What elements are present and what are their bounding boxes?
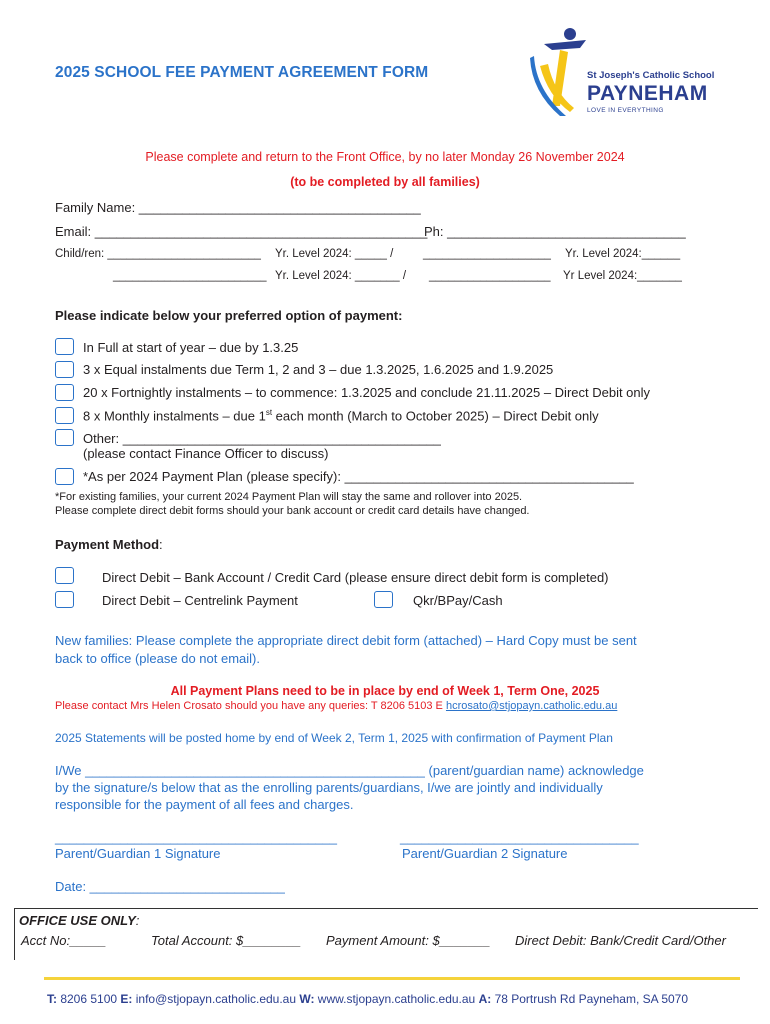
option-full-label: In Full at start of year – due by 1.3.25 <box>83 340 299 355</box>
option-prior-plan-field[interactable]: *As per 2024 Payment Plan (please specify): ________________________________________ <box>83 469 634 484</box>
office-direct-debit: Direct Debit: Bank/Credit Card/Other <box>515 933 726 948</box>
payment-method-heading-text: Payment Method <box>55 537 160 552</box>
page-title: 2025 SCHOOL FEE PAYMENT AGREEMENT FORM <box>55 64 429 81</box>
child-1-name-field[interactable]: Child/ren: ________________________ <box>55 248 261 260</box>
option-eight-label-pre: 8 x Monthly instalments – due 1 <box>83 408 266 424</box>
signature-2-label: Parent/Guardian 2 Signature <box>402 846 568 861</box>
signature-1-label: Parent/Guardian 1 Signature <box>55 846 221 861</box>
footer-phone: 8206 5100 <box>57 992 121 1006</box>
child-2-level-field[interactable]: Yr. Level 2024:______ <box>565 248 681 260</box>
signature-2-line[interactable]: _________________________________ <box>400 830 639 845</box>
acknowledgement-line-2: by the signature/s below that as the enrolling parents/guardians, I/we are jointly and individually <box>55 780 603 795</box>
new-families-line-1: New families: Please complete the appropriate direct debit form (attached) – Hard Copy must be sent <box>55 633 637 648</box>
method-qkr-label: Qkr/BPay/Cash <box>413 593 503 608</box>
logo-school-name: St Joseph's Catholic School <box>587 70 715 81</box>
office-use-box <box>14 908 758 960</box>
option-twenty-label: 20 x Fortnightly instalments – to commence: 1.3.2025 and conclude 21.11.2025 – Direct Debit only <box>83 385 651 400</box>
email-field[interactable]: Email: ______________________________________________ <box>55 224 428 239</box>
option-eight-label-post: each month (March to October 2025) – Direct Debit only <box>272 408 599 424</box>
school-logo <box>530 26 720 118</box>
contact-email-link[interactable]: hcrosato@stjopayn.catholic.edu.au <box>445 700 618 712</box>
method-bank-label: Direct Debit – Bank Account / Credit Card (please ensure direct debit form is completed) <box>102 570 609 585</box>
child-4-level-field[interactable]: Yr Level 2024:_______ <box>563 270 682 282</box>
footer-divider <box>44 977 740 980</box>
office-acct-no: Acct No:_____ <box>21 933 107 948</box>
footer-contact <box>47 992 688 1006</box>
option-other-field[interactable]: Other: ____________________________________________ <box>83 431 441 446</box>
option-eight-checkbox[interactable] <box>55 407 74 424</box>
footer-email: info@stjopayn.catholic.edu.au <box>132 992 300 1006</box>
contact-notice-text: Please contact Mrs Helen Crosato should you have any queries: T 8206 5103 E <box>55 700 446 712</box>
logo-figure-icon <box>530 26 590 118</box>
option-three-label: 3 x Equal instalments due Term 1, 2 and 3 – due 1.3.2025, 1.6.2025 and 1.9.2025 <box>83 362 554 377</box>
child-3-name-field[interactable]: ________________________ <box>113 270 267 282</box>
method-centrelink-label: Direct Debit – Centrelink Payment <box>102 593 298 608</box>
child-2-name-field[interactable]: ____________________ <box>423 248 551 260</box>
footer-web: www.stjopayn.catholic.edu.au <box>314 992 479 1006</box>
footer-email-label: E: <box>120 992 133 1006</box>
footer-address-label: A: <box>478 992 492 1006</box>
method-centrelink-checkbox[interactable] <box>55 591 74 608</box>
child-3-level-field[interactable]: Yr. Level 2024: _______ / <box>275 270 407 282</box>
deadline-notice: All Payment Plans need to be in place by end of Week 1, Term One, 2025 <box>170 684 600 698</box>
child-4-name-field[interactable]: ___________________ <box>429 270 551 282</box>
method-bank-checkbox[interactable] <box>55 567 74 584</box>
contact-notice <box>55 700 617 712</box>
intro-line-2: (to be completed by all families) <box>290 175 480 189</box>
phone-field[interactable]: Ph: _________________________________ <box>424 224 686 239</box>
office-use-label-colon: : <box>135 913 140 928</box>
statements-notice: 2025 Statements will be posted home by end of Week 2, Term 1, 2025 with confirmation of Payment Plan <box>55 731 613 745</box>
option-eight-label-sup: st <box>265 408 273 417</box>
child-1-level-field[interactable]: Yr. Level 2024: _____ / <box>275 248 394 260</box>
option-twenty-checkbox[interactable] <box>55 384 74 401</box>
office-use-label-text: OFFICE USE ONLY <box>19 913 136 928</box>
footer-web-label: W: <box>299 992 315 1006</box>
footnote-line-2: Please complete direct debit forms should your bank account or credit card details have changed. <box>55 505 530 517</box>
logo-motto: LOVE IN EVERYTHING <box>587 107 664 114</box>
payment-options-heading: Please indicate below your preferred option of payment: <box>55 308 403 323</box>
option-prior-plan-checkbox[interactable] <box>55 468 74 485</box>
logo-big-name: PAYNEHAM <box>587 82 708 105</box>
option-full-checkbox[interactable] <box>55 338 74 355</box>
office-total-account: Total Account: $________ <box>151 933 302 948</box>
intro-line-1: Please complete and return to the Front Office, by no later Monday 26 November 2024 <box>145 150 625 164</box>
acknowledgement-line-1[interactable]: I/We _______________________________________________ (parent/guardian name) acknowledge <box>55 763 644 778</box>
option-eight-label <box>83 408 599 423</box>
footnote-line-1: *For existing families, your current 2024 Payment Plan will stay the same and rollover into 2025. <box>55 491 523 503</box>
acknowledgement-line-3: responsible for the payment of all fees and charges. <box>55 797 354 812</box>
office-use-label <box>19 913 139 928</box>
option-other-note: (please contact Finance Officer to discuss) <box>83 446 329 461</box>
option-other-checkbox[interactable] <box>55 429 74 446</box>
footer-address: 78 Portrush Rd Payneham, SA 5070 <box>491 992 689 1006</box>
method-qkr-checkbox[interactable] <box>374 591 393 608</box>
footer-phone-label: T: <box>47 992 57 1006</box>
payment-method-heading <box>55 537 163 552</box>
option-three-checkbox[interactable] <box>55 361 74 378</box>
new-families-line-2: back to office (please do not email). <box>55 651 260 666</box>
date-field[interactable]: Date: ___________________________ <box>55 879 285 894</box>
family-name-field[interactable]: Family Name: _______________________________________ <box>55 200 421 215</box>
office-payment-amount: Payment Amount: $_______ <box>326 933 491 948</box>
payment-method-heading-colon: : <box>159 537 163 552</box>
signature-1-line[interactable]: _______________________________________ <box>55 830 337 845</box>
